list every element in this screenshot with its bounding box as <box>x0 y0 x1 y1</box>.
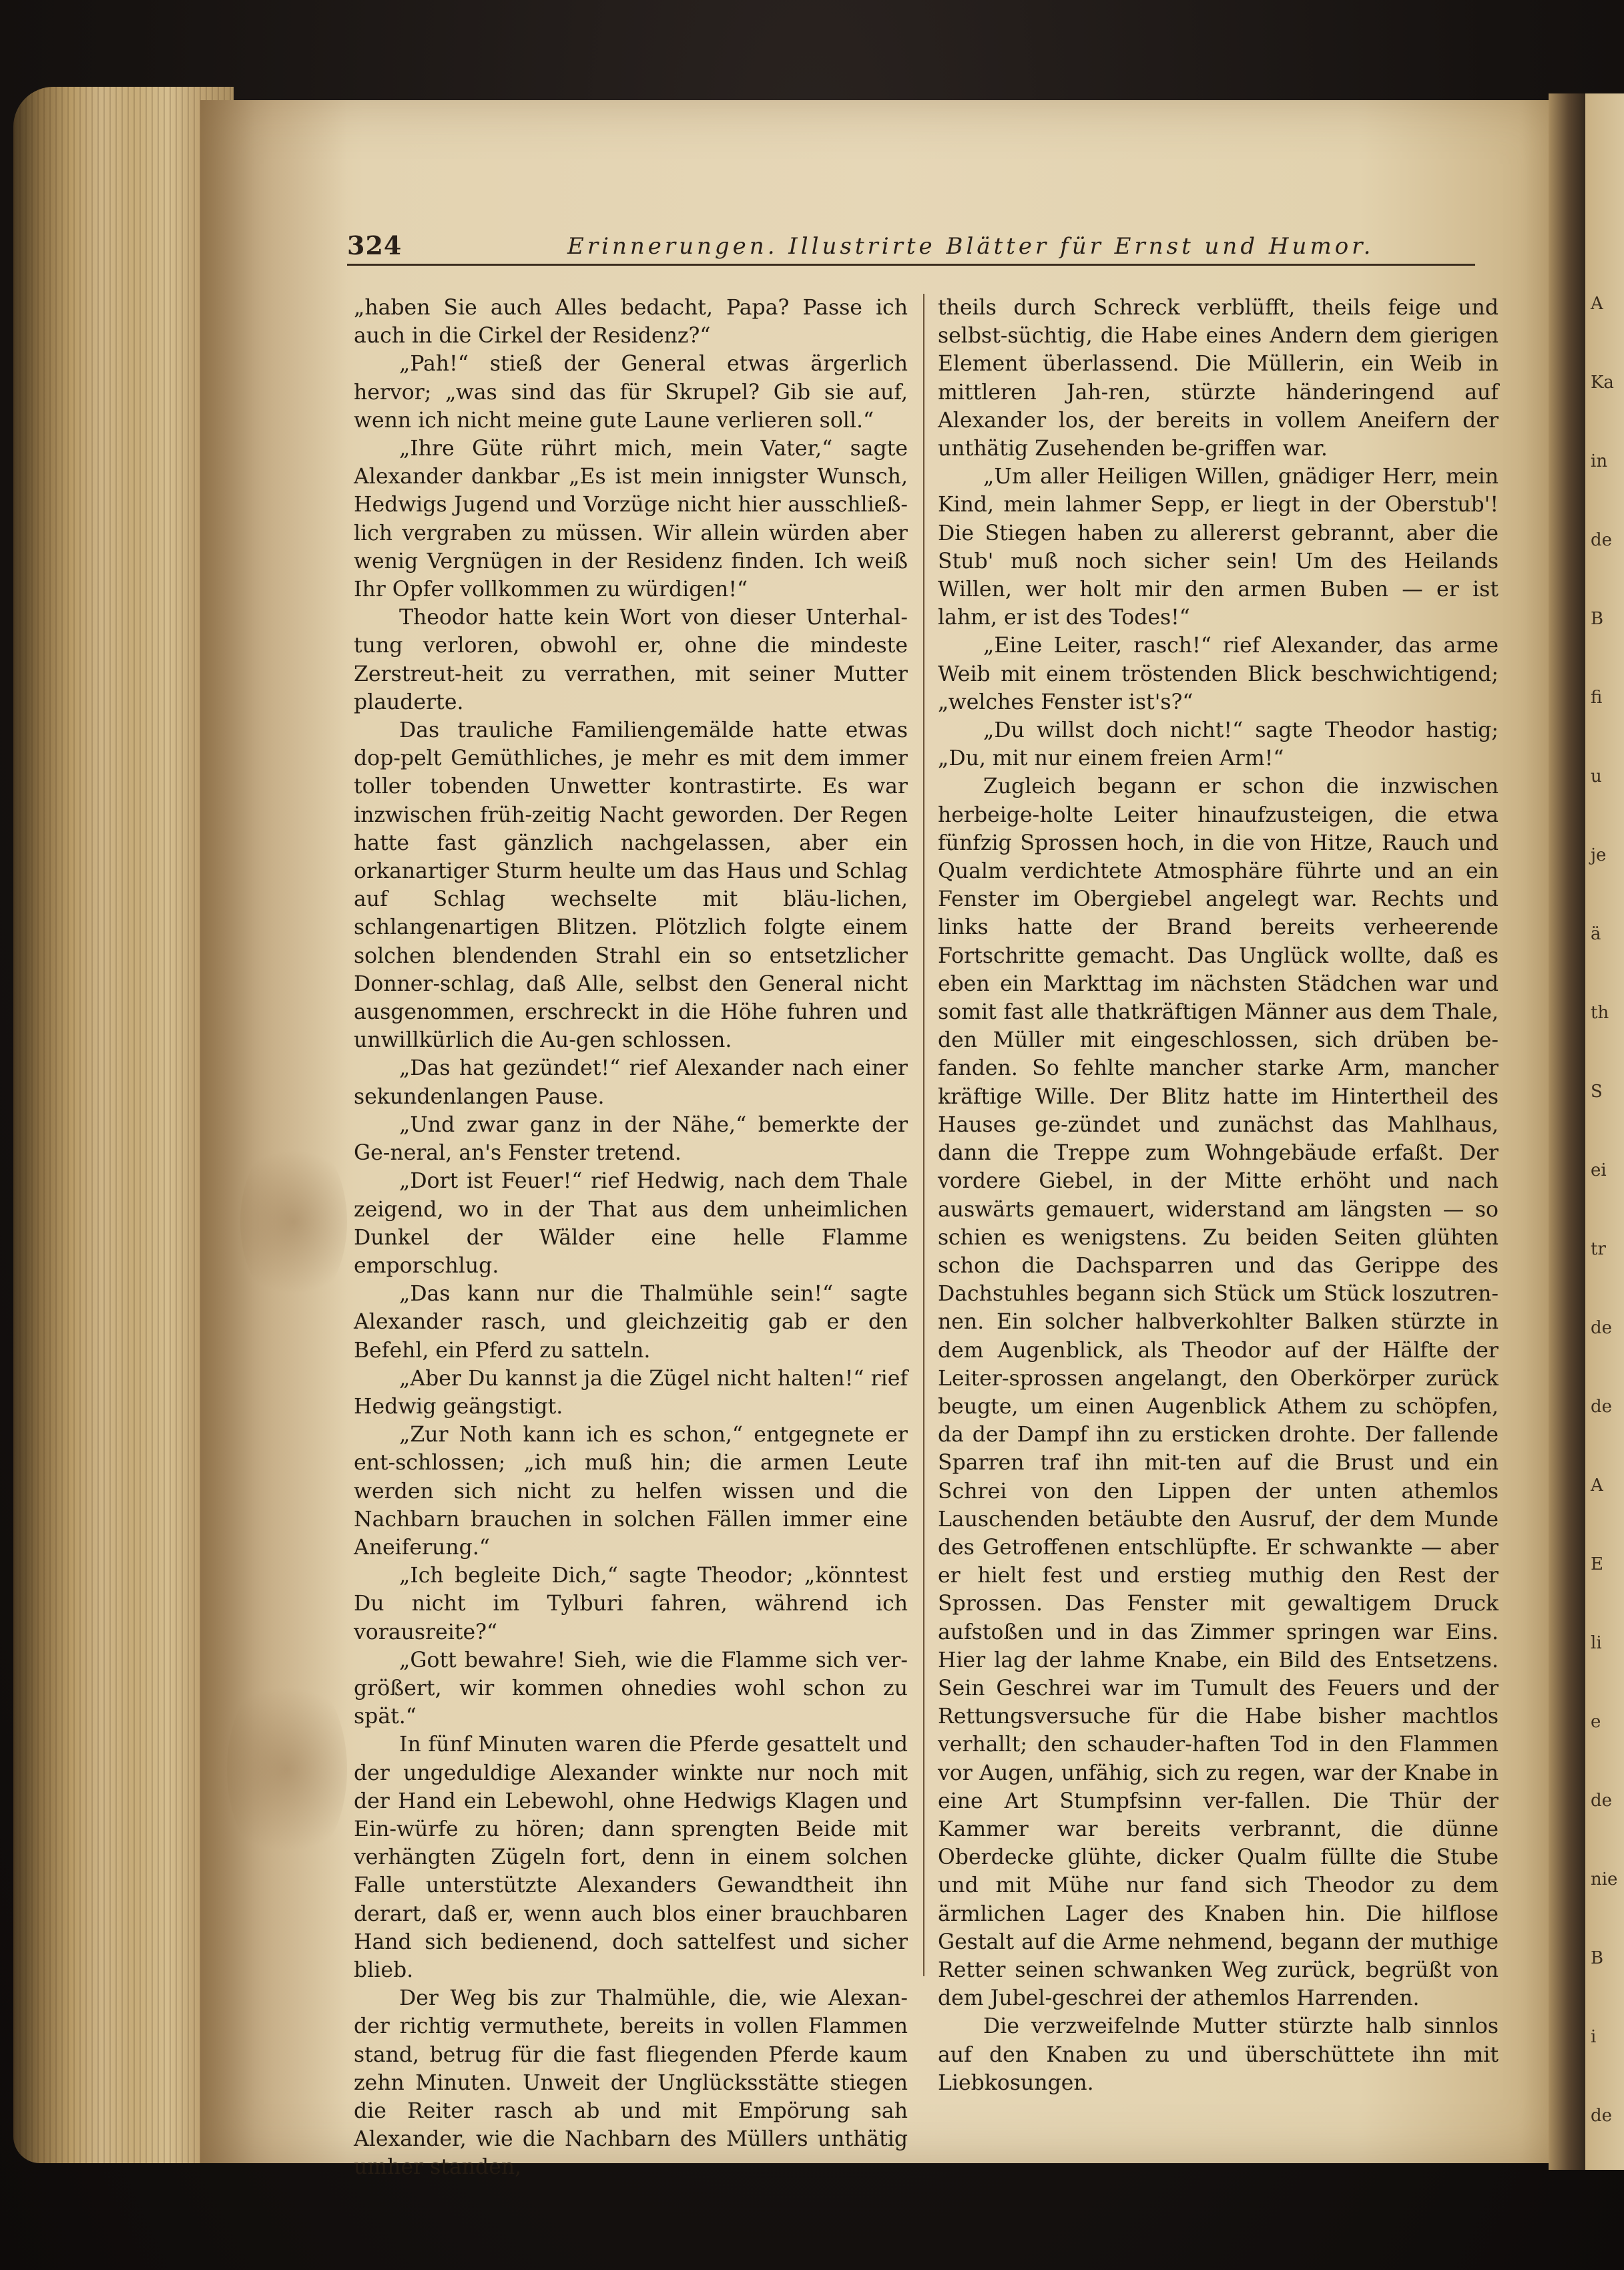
paragraph: „Eine Leiter, rasch!“ rief Alexander, das arme Weib mit einem tröstenden Blick beschwichtigend; „welches Fenster ist's?“ <box>938 634 1499 714</box>
adjacent-page-text-fragment: fi <box>1591 688 1603 708</box>
paragraph: Das trauliche Familiengemälde hatte etwas dop-pelt Gemüthliches, je mehr es mit dem immer toller tobenden Unwetter kontrastirte. Es war inzwischen früh-zeitig Nacht geworden. Der Regen hatte fast gänzlich nachgelassen, aber ein orkanartiger Sturm heulte um das Haus und Schlag auf Schlag wechselte mit bläu-lichen, schlangenartigen Blitzen. Plötzlich folgte einem solchen blendenden Strahl ein so entsetzlicher Donner-schlag, daß Alle, selbst den General nicht ausgenommen, erschreckt in die Höhe fuhren und unwillkürlich die Au-gen schlossen. <box>354 718 908 1053</box>
adjacent-page-edge <box>1585 93 1624 2170</box>
running-title: Erinnerungen. Illustrirte Blätter für Ernst und Humor. <box>567 233 1374 260</box>
adjacent-page-text-fragment: ei <box>1591 1160 1607 1180</box>
column-divider <box>923 294 924 1976</box>
paragraph: „Und zwar ganz in der Nähe,“ bemerkte der Ge-neral, an's Fenster tretend. <box>354 1112 908 1166</box>
adjacent-page-text-fragment: u <box>1591 766 1602 786</box>
right-text-column <box>938 294 1499 2095</box>
adjacent-page-text-fragment: in <box>1591 451 1608 471</box>
paragraph: „Ich begleite Dich,“ sagte Theodor; „könntest Du nicht im Tylburi fahren, während ich vorausreite?“ <box>354 1564 908 1644</box>
adjacent-page-text-fragment: nie <box>1591 1869 1618 1889</box>
adjacent-page-text-fragment: B <box>1591 609 1604 629</box>
adjacent-page-text-fragment: B <box>1591 1948 1604 1968</box>
left-text-column <box>354 294 908 2180</box>
paragraph: Zugleich begann er schon die inzwischen herbeige-holte Leiter hinaufzusteigen, die etwa fünfzig Sprossen hoch, in die von Hitze, Rauch und Qualm verdichtete Atmosphäre führte und an ein Fenster im Obergiebel angelegt war. Rechts und links hatte der Brand bereits verheerende Fortschritte gemacht. Das Unglück wollte, daß es eben ein Markttag im nächsten Städchen war und somit fast alle thatkräftigen Männer aus dem Thale, den Müller mit eingeschlossen, sich drüben be-fanden. So fehlte mancher starke Arm, mancher kräftige Wille. Der Blitz hatte im Hintertheil des Hauses ge-zündet und zunächst das Mahlhaus, dann die Treppe zum Wohngebäude erfaßt. Der vordere Giebel, in der Mitte erhöht und nach auswärts gemauert, widerstand am längsten — so schien es wenigstens. Zu beiden Seiten glühten schon die Dachsparren und das Gerippe des Dachstuhles begann sich Stück um Stück loszutren-nen. Ein solcher halbverkohlter Balken stürzte in dem Augenblick, als Theodor auf der Hälfte der Leiter-sprossen angelangt, den Oberkörper zurück beugte, um einen Augenblick Athem zu schöpfen, da der Dampf ihn zu ersticken drohte. Der fallende Sparren traf ihn mit-ten auf die Brust und ein Schrei von den Lippen der unten athemlos Lauschenden betäubte den Ausruf, der dem Munde des Getroffenen entschlüpfte. Er schwankte — aber er hielt fest und erstieg muthig den Rest der Sprossen. Das Fenster mit gewaltigem Druck aufstoßen und in das Zimmer springen war Eins. Hier lag der lahme Knabe, ein Bild des Entsetzens. Sein Geschrei war im Tumult des Feuers und der Rettungsversuche für die Habe bisher machtlos verhallt; den schauder-haften Tod in den Flammen vor Augen, unfähig, sich zu regen, war der Knabe in eine Art Stumpfsinn ver-fallen. Die Thür der Kammer war bereits verbrannt, die dünne Oberdecke glühte, dicker Qualm füllte die Stube und mit Mühe nur fand sich Theodor zu dem ärmlichen Lager des Knaben hin. Die hilflose Gestalt auf die Arme nehmend, begann der muthige Retter seinen schwanken Weg zurück, begrüßt von dem Jubel-geschrei der athemlos Harrenden. <box>938 774 1499 2011</box>
adjacent-page-text-fragment: de <box>1591 1318 1613 1338</box>
adjacent-page-text-fragment: th <box>1591 1003 1609 1023</box>
paragraph: In fünf Minuten waren die Pferde gesattelt und der ungeduldige Alexander winkte nur noch mit der Hand ein Lebewohl, ohne Hedwigs Klagen und Ein-würfe zu hören; dann sprengten Beide mit verhängten Zügeln fort, denn in einem solchen Falle unterstützte Alexanders Gewandtheit ihn derart, daß er, wenn auch blos einer brauchbaren Hand sich bedienend, doch sattelfest und sicher blieb. <box>354 1733 908 1982</box>
adjacent-page-text-fragment: je <box>1591 845 1607 865</box>
paragraph: „Pah!“ stieß der General etwas ärgerlich hervor; „was sind das für Skrupel? Gib sie auf, wenn ich nicht meine gute Laune verlieren soll.“ <box>354 352 908 433</box>
adjacent-page-text-fragment: de <box>1591 1397 1613 1417</box>
paragraph: Der Weg bis zur Thalmühle, die, wie Alexan-der richtig vermuthete, bereits in vollen Flammen stand, betrug für die fast fliegenden Pferde kaum zehn Minuten. Unweit der Unglücksstätte stiegen die Reiter rasch ab und mit Empörung sah Alexander, wie die Nachbarn des Müllers unthätig umher standen, <box>354 1986 908 2180</box>
paragraph: „Um aller Heiligen Willen, gnädiger Herr, mein Kind, mein lahmer Sepp, er liegt in der Oberstub'! Die Stiegen haben zu allererst gebrannt, aber die Stub' muß noch sicher sein! Um des Heilands Willen, wer holt mir den armen Buben — er ist lahm, er ist des Todes!“ <box>938 465 1499 630</box>
adjacent-page-text-fragment: ä <box>1591 924 1601 944</box>
paragraph: „Aber Du kannst ja die Zügel nicht halten!“ rief Hedwig geängstigt. <box>354 1366 908 1419</box>
adjacent-page-text-fragment: tr <box>1591 1239 1606 1259</box>
foxing-stain <box>240 1135 347 1309</box>
adjacent-page-text-fragment: A <box>1591 294 1603 314</box>
paragraph: „Das hat gezündet!“ rief Alexander nach einer sekundenlangen Pause. <box>354 1056 908 1109</box>
adjacent-page-text-fragment: e <box>1591 1712 1601 1732</box>
paragraph: „haben Sie auch Alles bedacht, Papa? Passe ich auch in die Cirkel der Residenz?“ <box>354 296 908 349</box>
foxing-stain <box>227 1669 347 1869</box>
page-number: 324 <box>347 230 402 260</box>
adjacent-page-text-fragment: E <box>1591 1554 1603 1574</box>
adjacent-page-text-fragment: i <box>1591 2027 1597 2047</box>
book-gutter <box>1549 93 1589 2170</box>
paragraph: theils durch Schreck verblüfft, theils feige und selbst-süchtig, die Habe eines Andern dem gierigen Element überlassend. Die Müllerin, ein Weib in mittleren Jah-ren, stürzte händeringend auf Alexander los, der bereits in vollem Aneifern der unthätig Zusehenden be-griffen war. <box>938 296 1499 461</box>
paragraph: „Dort ist Feuer!“ rief Hedwig, nach dem Thale zeigend, wo in der That aus dem unheimlichen Dunkel der Wälder eine helle Flamme emporschlug. <box>354 1169 908 1278</box>
paragraph: Die verzweifelnde Mutter stürzte halb sinnlos auf den Knaben zu und überschüttete ihn mit Liebkosungen. <box>938 2014 1499 2095</box>
adjacent-page-text-fragment: li <box>1591 1633 1602 1653</box>
paragraph: „Du willst doch nicht!“ sagte Theodor hastig; „Du, mit nur einem freien Arm!“ <box>938 718 1499 771</box>
paragraph: Theodor hatte kein Wort von dieser Unterhal-tung verloren, obwohl er, ohne die mindeste Zerstreut-heit zu verrathen, mit seiner Mutter plauderte. <box>354 606 908 714</box>
adjacent-page-text-fragment: de <box>1591 2106 1613 2126</box>
adjacent-page-text-fragment: S <box>1591 1082 1603 1102</box>
adjacent-page-text-fragment: de <box>1591 530 1613 550</box>
paragraph: „Zur Noth kann ich es schon,“ entgegnete er ent-schlossen; „ich muß hin; die armen Leute werden sich nicht zu helfen wissen und die Nachbarn brauchen in solchen Fällen immer eine Aneiferung.“ <box>354 1423 908 1560</box>
adjacent-page-text-fragment: Ka <box>1591 373 1614 393</box>
header-rule <box>347 264 1475 266</box>
adjacent-page-text-fragment: A <box>1591 1476 1603 1496</box>
adjacent-page-text-fragment: de <box>1591 1791 1613 1811</box>
paragraph: „Ihre Güte rührt mich, mein Vater,“ sagte Alexander dankbar „Es ist mein innigster Wunsch, Hedwigs Jugend und Vorzüge nicht hier ausschließ-lich vergraben zu müssen. Wir allein würden aber wenig Vergnügen in der Residenz finden. Ich weiß Ihr Opfer vollkommen zu würdigen!“ <box>354 437 908 602</box>
paragraph: „Gott bewahre! Sieh, wie die Flamme sich ver-größert, wir kommen ohnedies wohl schon zu spät.“ <box>354 1648 908 1729</box>
paragraph: „Das kann nur die Thalmühle sein!“ sagte Alexander rasch, und gleichzeitig gab er den Befehl, ein Pferd zu satteln. <box>354 1282 908 1363</box>
